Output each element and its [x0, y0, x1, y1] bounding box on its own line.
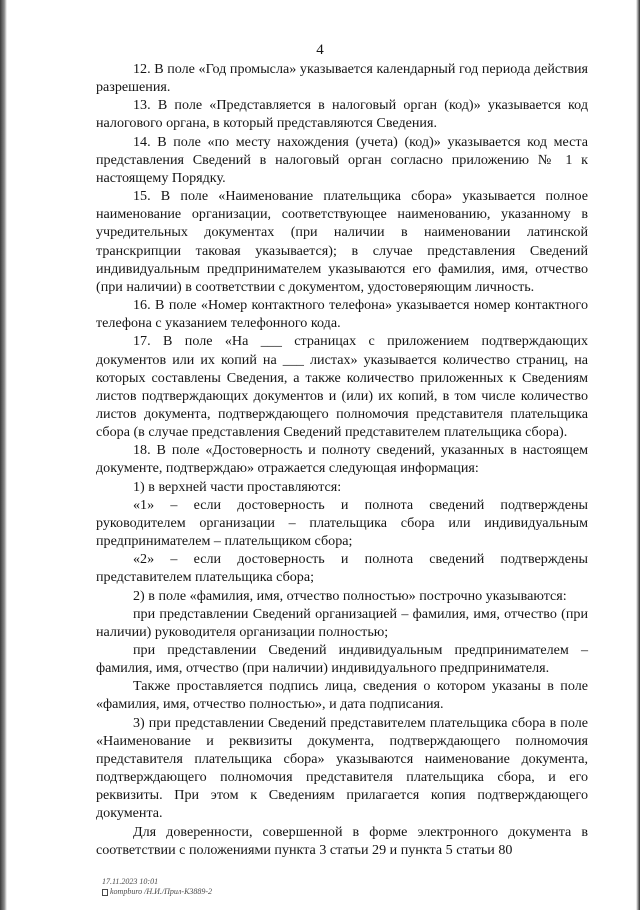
scan-edge-left: [0, 0, 7, 910]
paragraph-power-of-attorney: Для доверенности, совершенной в форме электронного документа в соответствии с положениями пункта 3 статьи 29 и пункта 5 статьи 80: [96, 823, 588, 858]
document-body: [96, 60, 588, 859]
scan-edge-right: [636, 0, 640, 910]
paragraph-18-code-2: «2» – если достоверность и полнота сведений подтверждены представителем плательщика сбора;: [96, 551, 588, 586]
paragraph-12: 12. В поле «Год промысла» указывается календарный год периода действия разрешения.: [96, 61, 588, 96]
footer-timestamp: 17.11.2023 10:01: [102, 877, 159, 886]
paragraph-18-entrepreneur: при представлении Сведений индивидуальным предпринимателем – фамилия, имя, отчество (при наличии) индивидуального предпринимателя.: [96, 642, 588, 677]
paragraph-17: 17. В поле «На ___ страницах с приложением подтверждающих документов или их копий на ___ листах» указывается количество страниц, на которых составлены Сведения, а также количество приложенных к Сведениям листов подтверждающих документов и (или) их копий, в том числе количество листов документа, подтверждающего полномочия представителя плательщика сбора (в случае представления Сведений представителем плательщика сбора).: [96, 333, 588, 441]
paragraph-18-item-2: 2) в поле «фамилия, имя, отчество полностью» построчно указываются:: [133, 587, 567, 604]
paragraph-14: 14. В поле «по месту нахождения (учета) (код)» указывается код места представления Сведений в налоговый орган согласно приложению № 1 к настоящему Порядку.: [96, 133, 588, 186]
paragraph-18-item-3: 3) при представлении Сведений представителем плательщика сбора в поле «Наименование и реквизиты документа, подтверждающего полномочия представителя плательщика сбора» указываются наименование документа, подтверждающего полномочия представителя плательщика сбора, и его реквизиты. При этом к Сведениям прилагается копия подтверждающего документа.: [96, 714, 588, 822]
footer: [102, 877, 212, 897]
document-icon: [102, 889, 108, 896]
paragraph-18-organization: при представлении Сведений организацией – фамилия, имя, отчество (при наличии) руководителя организации полностью;: [96, 605, 588, 640]
footer-path-line: [102, 887, 212, 897]
paragraph-18: 18. В поле «Достоверность и полноту сведений, указанных в настоящем документе, подтверждаю» отражается следующая информация:: [96, 442, 588, 477]
paragraph-18-signature: Также проставляется подпись лица, сведения о котором указаны в поле «фамилия, имя, отчество полностью», и дата подписания.: [96, 678, 588, 713]
paragraph-16: 16. В поле «Номер контактного телефона» указывается номер контактного телефона с указанием телефонного кода.: [96, 297, 588, 332]
page-number: 4: [316, 42, 324, 58]
paragraph-18-item-1: 1) в верхней части проставляются:: [133, 478, 342, 495]
paragraph-18-code-1: «1» – если достоверность и полнота сведений подтверждены руководителем организации – плательщика сбора или индивидуальным предпринимателем – плательщиком сбора;: [96, 496, 588, 550]
footer-path: kompburo /Н.И./Прил-К3889-2: [110, 887, 213, 896]
paragraph-15: 15. В поле «Наименование плательщика сбора» указывается полное наименование организации, соответствующее наименованию, указанному в учредительных документах (при наличии в наименовании латинской транскрипции таковая указывается); в случае представления Сведений индивидуальным предпринимателем указываются его фамилия, имя, отчество (при наличии) в соответствии с документом, удостоверяющим личность.: [96, 188, 588, 295]
paragraph-13: 13. В поле «Представляется в налоговый орган (код)» указывается код налогового органа, в который представляются Сведения.: [96, 97, 588, 132]
